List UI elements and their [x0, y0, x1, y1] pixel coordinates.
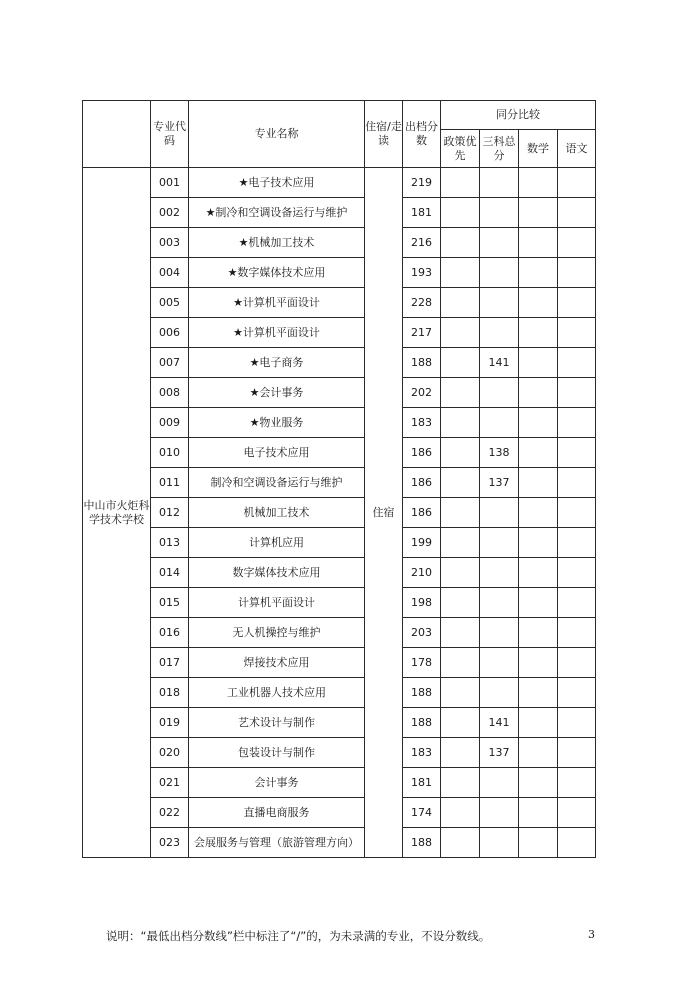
score-cell: 186 [403, 468, 441, 498]
score-cell: 202 [403, 378, 441, 408]
score-cell: 203 [403, 618, 441, 648]
three-subject-cell [480, 648, 519, 678]
score-cell: 198 [403, 588, 441, 618]
table-row [83, 708, 596, 738]
table-row [83, 198, 596, 228]
header-blank [83, 101, 151, 168]
header-compare: 同分比较 [441, 101, 596, 130]
math-cell [519, 498, 558, 528]
footnote: 说明：“最低出档分数线”栏中标注了“/”的，为未录满的专业，不设分数线。 [106, 929, 491, 943]
three-subject-cell [480, 798, 519, 828]
chinese-cell [558, 318, 596, 348]
math-cell [519, 678, 558, 708]
major-code-cell: 013 [151, 528, 189, 558]
math-cell [519, 708, 558, 738]
three-subject-cell [480, 408, 519, 438]
policy-cell [441, 648, 480, 678]
table-row [83, 438, 596, 468]
major-code-cell: 011 [151, 468, 189, 498]
school-name-cell: 中山市火炬科学技术学校 [83, 168, 151, 858]
math-cell [519, 378, 558, 408]
math-cell [519, 738, 558, 768]
admission-score-table [82, 100, 596, 858]
math-cell [519, 318, 558, 348]
major-code-cell: 014 [151, 558, 189, 588]
three-subject-cell [480, 378, 519, 408]
score-cell: 199 [403, 528, 441, 558]
three-subject-cell [480, 558, 519, 588]
table-row [83, 348, 596, 378]
major-name-cell: 工业机器人技术应用 [189, 678, 365, 708]
policy-cell [441, 438, 480, 468]
table-row [83, 498, 596, 528]
major-name-cell: 焊接技术应用 [189, 648, 365, 678]
three-subject-cell [480, 318, 519, 348]
major-name-cell: 艺术设计与制作 [189, 708, 365, 738]
major-name-cell: 制冷和空调设备运行与维护 [189, 468, 365, 498]
policy-cell [441, 468, 480, 498]
major-code-cell: 023 [151, 828, 189, 858]
chinese-cell [558, 768, 596, 798]
three-subject-cell [480, 768, 519, 798]
score-cell: 174 [403, 798, 441, 828]
math-cell [519, 618, 558, 648]
three-subject-cell: 137 [480, 468, 519, 498]
math-cell [519, 528, 558, 558]
major-name-cell: 计算机应用 [189, 528, 365, 558]
math-cell [519, 828, 558, 858]
table-body [83, 168, 596, 858]
major-name-cell: 电子技术应用 [189, 438, 365, 468]
chinese-cell [558, 408, 596, 438]
math-cell [519, 468, 558, 498]
score-cell: 181 [403, 768, 441, 798]
table-row [83, 588, 596, 618]
major-code-cell: 022 [151, 798, 189, 828]
score-cell: 188 [403, 708, 441, 738]
major-name-cell: 会展服务与管理（旅游管理方向） [189, 828, 365, 858]
header-policy: 政策优先 [441, 130, 480, 168]
score-cell: 183 [403, 408, 441, 438]
score-cell: 217 [403, 318, 441, 348]
chinese-cell [558, 828, 596, 858]
major-code-cell: 015 [151, 588, 189, 618]
math-cell [519, 438, 558, 468]
table-row [83, 318, 596, 348]
math-cell [519, 408, 558, 438]
table-row [83, 528, 596, 558]
chinese-cell [558, 708, 596, 738]
table-row [83, 288, 596, 318]
table-row [83, 408, 596, 438]
major-code-cell: 003 [151, 228, 189, 258]
header-stay: 住宿/走读 [365, 101, 403, 168]
major-code-cell: 020 [151, 738, 189, 768]
policy-cell [441, 168, 480, 198]
score-cell: 193 [403, 258, 441, 288]
three-subject-cell [480, 528, 519, 558]
three-subject-cell [480, 288, 519, 318]
three-subject-cell [480, 588, 519, 618]
chinese-cell [558, 588, 596, 618]
three-subject-cell [480, 828, 519, 858]
table-row [83, 468, 596, 498]
policy-cell [441, 258, 480, 288]
major-name-cell: ★数字媒体技术应用 [189, 258, 365, 288]
table-row [83, 828, 596, 858]
three-subject-cell [480, 498, 519, 528]
major-code-cell: 018 [151, 678, 189, 708]
chinese-cell [558, 648, 596, 678]
major-code-cell: 019 [151, 708, 189, 738]
major-code-cell: 010 [151, 438, 189, 468]
policy-cell [441, 288, 480, 318]
policy-cell [441, 678, 480, 708]
chinese-cell [558, 258, 596, 288]
major-code-cell: 012 [151, 498, 189, 528]
chinese-cell [558, 618, 596, 648]
major-name-cell: ★制冷和空调设备运行与维护 [189, 198, 365, 228]
major-name-cell: 直播电商服务 [189, 798, 365, 828]
table-row [83, 378, 596, 408]
major-name-cell: ★物业服务 [189, 408, 365, 438]
major-code-cell: 016 [151, 618, 189, 648]
math-cell [519, 798, 558, 828]
math-cell [519, 348, 558, 378]
chinese-cell [558, 468, 596, 498]
three-subject-cell [480, 678, 519, 708]
chinese-cell [558, 678, 596, 708]
major-name-cell: ★机械加工技术 [189, 228, 365, 258]
major-code-cell: 006 [151, 318, 189, 348]
three-subject-cell [480, 168, 519, 198]
policy-cell [441, 618, 480, 648]
table-row [83, 228, 596, 258]
score-cell: 188 [403, 828, 441, 858]
math-cell [519, 558, 558, 588]
score-cell: 186 [403, 498, 441, 528]
major-code-cell: 004 [151, 258, 189, 288]
table-row [83, 168, 596, 198]
table-row [83, 738, 596, 768]
table-row [83, 618, 596, 648]
policy-cell [441, 528, 480, 558]
chinese-cell [558, 198, 596, 228]
major-name-cell: 包装设计与制作 [189, 738, 365, 768]
policy-cell [441, 588, 480, 618]
policy-cell [441, 498, 480, 528]
table-row [83, 258, 596, 288]
major-code-cell: 007 [151, 348, 189, 378]
header-chinese: 语文 [558, 130, 596, 168]
policy-cell [441, 828, 480, 858]
policy-cell [441, 198, 480, 228]
stay-type-cell: 住宿 [365, 168, 403, 858]
policy-cell [441, 768, 480, 798]
policy-cell [441, 378, 480, 408]
three-subject-cell: 141 [480, 348, 519, 378]
major-code-cell: 021 [151, 768, 189, 798]
math-cell [519, 198, 558, 228]
math-cell [519, 258, 558, 288]
header-three: 三科总分 [480, 130, 519, 168]
major-name-cell: ★电子技术应用 [189, 168, 365, 198]
score-cell: 181 [403, 198, 441, 228]
score-cell: 183 [403, 738, 441, 768]
three-subject-cell: 137 [480, 738, 519, 768]
policy-cell [441, 408, 480, 438]
major-code-cell: 008 [151, 378, 189, 408]
page-number: 3 [588, 928, 595, 941]
major-name-cell: ★会计事务 [189, 378, 365, 408]
chinese-cell [558, 528, 596, 558]
major-name-cell: 无人机操控与维护 [189, 618, 365, 648]
chinese-cell [558, 438, 596, 468]
score-cell: 188 [403, 348, 441, 378]
math-cell [519, 588, 558, 618]
policy-cell [441, 318, 480, 348]
major-code-cell: 002 [151, 198, 189, 228]
header-score: 出档分数 [403, 101, 441, 168]
table-row [83, 768, 596, 798]
major-name-cell: ★计算机平面设计 [189, 318, 365, 348]
score-cell: 219 [403, 168, 441, 198]
major-code-cell: 009 [151, 408, 189, 438]
math-cell [519, 168, 558, 198]
score-cell: 188 [403, 678, 441, 708]
policy-cell [441, 348, 480, 378]
chinese-cell [558, 558, 596, 588]
table-row [83, 558, 596, 588]
table-row [83, 798, 596, 828]
three-subject-cell: 138 [480, 438, 519, 468]
score-cell: 178 [403, 648, 441, 678]
math-cell [519, 228, 558, 258]
table-row [83, 648, 596, 678]
math-cell [519, 768, 558, 798]
policy-cell [441, 708, 480, 738]
chinese-cell [558, 738, 596, 768]
score-cell: 210 [403, 558, 441, 588]
policy-cell [441, 738, 480, 768]
math-cell [519, 288, 558, 318]
header-code: 专业代码 [151, 101, 189, 168]
major-name-cell: 计算机平面设计 [189, 588, 365, 618]
three-subject-cell [480, 618, 519, 648]
chinese-cell [558, 228, 596, 258]
chinese-cell [558, 348, 596, 378]
table-row [83, 678, 596, 708]
major-name-cell: 数字媒体技术应用 [189, 558, 365, 588]
chinese-cell [558, 288, 596, 318]
major-name-cell: ★电子商务 [189, 348, 365, 378]
header-math: 数学 [519, 130, 558, 168]
policy-cell [441, 558, 480, 588]
major-name-cell: ★计算机平面设计 [189, 288, 365, 318]
math-cell [519, 648, 558, 678]
major-code-cell: 005 [151, 288, 189, 318]
major-code-cell: 017 [151, 648, 189, 678]
major-name-cell: 会计事务 [189, 768, 365, 798]
policy-cell [441, 798, 480, 828]
chinese-cell [558, 168, 596, 198]
score-cell: 186 [403, 438, 441, 468]
major-code-cell: 001 [151, 168, 189, 198]
chinese-cell [558, 378, 596, 408]
three-subject-cell: 141 [480, 708, 519, 738]
policy-cell [441, 228, 480, 258]
chinese-cell [558, 498, 596, 528]
three-subject-cell [480, 258, 519, 288]
header-name: 专业名称 [189, 101, 365, 168]
chinese-cell [558, 798, 596, 828]
score-cell: 228 [403, 288, 441, 318]
score-cell: 216 [403, 228, 441, 258]
major-name-cell: 机械加工技术 [189, 498, 365, 528]
three-subject-cell [480, 228, 519, 258]
three-subject-cell [480, 198, 519, 228]
